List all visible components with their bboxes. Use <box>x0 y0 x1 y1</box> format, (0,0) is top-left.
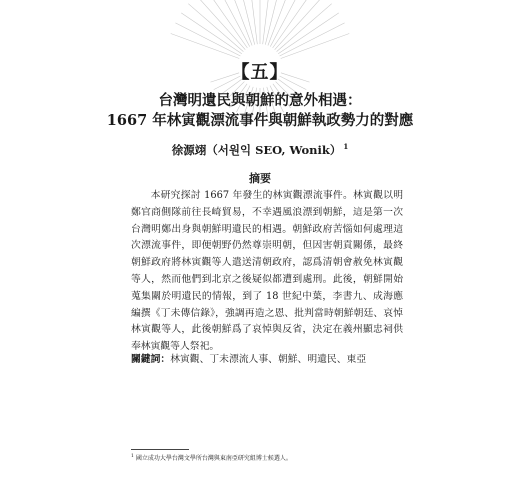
keywords-label: 關鍵詞： <box>131 354 171 365</box>
footnote-text: 國立成功大學台灣文學所台灣與東南亞研究組博士候選人。 <box>135 455 292 462</box>
keywords-line <box>131 352 411 368</box>
chapter-label: 【五】 <box>231 62 289 83</box>
footnote-marker: 1 <box>131 454 134 459</box>
paper-title-line-2: 1667 年林寅觀漂流事件與朝鮮執政勢力的對應 <box>106 112 414 129</box>
footnote-divider <box>131 449 189 450</box>
abstract-body: 本研究探討 1667 年發生的林寅觀漂流事件。林寅觀以明鄭官商側隊前往長崎貿易，不幸遇風浪漂到朝鮮，這是第一次台灣明鄭出身與朝鮮明遺民的相遇。朝鮮政府苦惱如何處理這次漂流事件，即便朝野仍然尊崇明朝，但因害朝貢關係，最終朝鮮政府將林寅觀等人遣送清朝政府，認爲清朝會赦免林寅觀等人，然而他們到北京之後疑似都遭到處刑。此後，朝鮮開始蒐集關於明遺民的情報，到了 18 世紀中葉，李書九、成海應編撰《丁未傳信錄》，強調再造之恩、批判當時朝鮮朝廷、哀悼林寅觀等人，此後朝鮮爲了哀悼與反省，決定在義州顯忠祠供奉林寅觀等人祭祀。 <box>131 190 403 353</box>
footnote <box>131 452 411 463</box>
abstract-heading: 摘要 <box>249 172 271 185</box>
paper-title-line-1: 台灣明遺民與朝鮮的意外相遇： <box>158 92 362 109</box>
author-footnote-marker[interactable]: 1 <box>343 142 349 152</box>
author-line <box>0 142 520 158</box>
author-name: 徐源翊（서원익 SEO, Wonik） <box>171 143 342 157</box>
keywords-list: 林寅觀、丁未漂流人事、朝鮮、明遺民、東亞 <box>170 354 367 365</box>
